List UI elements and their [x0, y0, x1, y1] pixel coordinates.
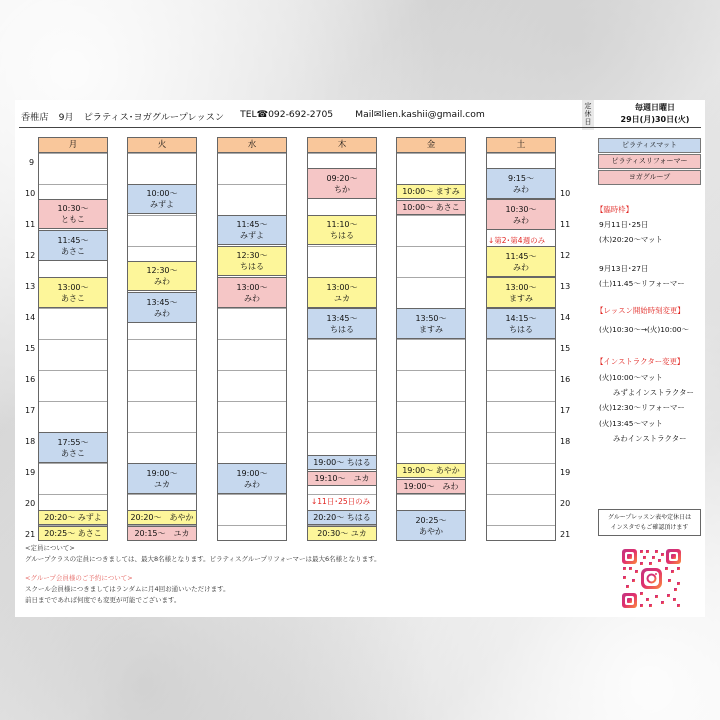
lesson-block[interactable] — [39, 277, 107, 308]
hour-gridline — [487, 401, 555, 402]
day-column-fri — [396, 137, 466, 541]
hour-gridline — [218, 153, 286, 154]
lesson-block[interactable] — [39, 432, 107, 463]
legend-pilates-reformer: ピラティスリフォーマー — [598, 154, 701, 169]
lesson-instructor: みわ — [513, 184, 529, 194]
hour-gridline — [39, 370, 107, 371]
lesson-instructor: みずよ — [150, 200, 174, 209]
hour-gridline — [39, 494, 107, 495]
lesson-instructor: みわ — [513, 215, 529, 225]
lesson-block[interactable] — [218, 277, 286, 308]
hour-label: 11 — [560, 220, 571, 229]
hour-label: 12 — [560, 251, 571, 260]
lesson-instructor: ちはる — [240, 262, 264, 271]
closed-char: 日 — [584, 118, 592, 126]
hour-gridline — [128, 339, 196, 340]
hour-gridline — [487, 153, 555, 154]
month-label: 9月 — [58, 112, 74, 123]
lesson-time: 13:00～ — [505, 282, 537, 292]
day-column-thu — [307, 137, 377, 541]
lesson-time: 13:00～ — [236, 282, 268, 292]
day-header-thu: 木 — [308, 137, 376, 153]
lesson-time: 13:00～ — [326, 282, 358, 292]
day-header-sat: 土 — [487, 137, 555, 153]
hour-gridline — [397, 215, 465, 216]
lesson-block[interactable] — [397, 308, 465, 339]
lesson-block[interactable] — [39, 510, 107, 525]
hour-label: 14 — [25, 313, 36, 322]
lesson-time: 10:30～ — [505, 204, 537, 214]
lesson-block[interactable] — [218, 463, 286, 494]
hour-label: 18 — [560, 437, 571, 446]
hour-label: 15 — [560, 344, 571, 353]
page-title: ピラティス･ヨガグループレッスン — [83, 112, 225, 123]
booking-title: <グループ会員様のご予約について> — [25, 574, 133, 582]
lesson-instructor: ちか — [334, 184, 350, 194]
lesson-time: 11:45～ — [505, 251, 537, 261]
header-divider — [19, 127, 701, 128]
hour-gridline — [218, 432, 286, 433]
lesson-instructor: あさこ — [61, 448, 85, 458]
instructor-change-1-sub: みずよインストラクター — [613, 388, 694, 397]
hour-gridline — [128, 432, 196, 433]
hour-gridline — [397, 370, 465, 371]
hour-label: 21 — [560, 530, 571, 539]
hour-label: 12 — [25, 251, 36, 260]
lesson-instructor: ちはる — [330, 231, 354, 240]
hour-gridline — [487, 432, 555, 433]
hour-gridline — [487, 463, 555, 464]
lesson-text: 20:20～ みずよ — [44, 513, 102, 522]
hour-gridline — [397, 494, 465, 495]
lesson-block[interactable] — [128, 261, 196, 291]
lesson-time: 13:45～ — [326, 313, 358, 323]
hour-gridline — [487, 494, 555, 495]
lesson-time: 19:00～ — [146, 468, 178, 478]
hour-gridline — [397, 153, 465, 154]
hour-gridline — [128, 215, 196, 216]
hour-label: 16 — [25, 375, 36, 384]
lesson-instructor: ユカ — [154, 479, 170, 489]
closed-char: 定 — [584, 102, 592, 110]
instructor-change-1: (火)10:00～マット — [599, 373, 663, 382]
lesson-text: 20:20～ あやか — [130, 513, 194, 522]
lesson-text: 19:00～ あやか — [402, 466, 460, 475]
booking-text-2: 前日までであれば何度でも変更が可能でございます。 — [25, 596, 181, 604]
hour-gridline — [308, 153, 376, 154]
hour-gridline — [397, 432, 465, 433]
hour-gridline — [308, 401, 376, 402]
lesson-block[interactable] — [218, 246, 286, 276]
day-header-mon: 月 — [39, 137, 107, 153]
hour-label: 21 — [25, 530, 36, 539]
lesson-block[interactable] — [218, 215, 286, 245]
lesson-block[interactable] — [39, 199, 107, 229]
hour-label: 13 — [560, 282, 571, 291]
lesson-instructor: みわ — [513, 262, 529, 272]
hour-label: 20 — [560, 499, 571, 508]
hour-gridline — [218, 339, 286, 340]
schedule-page — [15, 100, 705, 617]
tel-number[interactable]: TEL☎092-692-2705 — [240, 109, 334, 120]
instagram-notice-line: グループレッスン表や定休日は — [607, 514, 692, 521]
lesson-block[interactable] — [128, 292, 196, 323]
lesson-time: 13:45～ — [146, 297, 178, 307]
lesson-block[interactable] — [39, 230, 107, 261]
closed-title: 毎週日曜日 — [635, 103, 675, 112]
lesson-instructor: ともこ — [61, 215, 85, 224]
lesson-time: 11:10～ — [326, 220, 358, 229]
hour-label: 11 — [25, 220, 36, 229]
hour-gridline — [39, 153, 107, 154]
lesson-text: 20:25～ あさこ — [44, 529, 102, 538]
lesson-block[interactable] — [487, 277, 555, 308]
lesson-instructor: みわ — [244, 293, 260, 303]
hour-gridline — [128, 153, 196, 154]
instagram-notice — [598, 509, 701, 536]
booking-text-1: スクール会員様につきましてはランダムに月4回お通いいただけます。 — [25, 585, 230, 593]
hour-gridline — [218, 370, 286, 371]
lesson-block[interactable] — [487, 246, 555, 277]
lesson-block[interactable] — [308, 168, 376, 199]
hour-label: 18 — [25, 437, 36, 446]
temp-slot-dates-1: 9月11日･25日 — [599, 220, 649, 229]
hour-gridline — [487, 525, 555, 526]
hour-gridline — [397, 401, 465, 402]
hour-label: 17 — [25, 406, 36, 415]
lesson-block[interactable] — [308, 215, 376, 245]
hour-gridline — [128, 246, 196, 247]
hour-gridline — [218, 494, 286, 495]
lesson-block[interactable] — [487, 308, 555, 339]
lesson-block[interactable] — [397, 200, 465, 215]
hour-label: 17 — [560, 406, 571, 415]
day-column-mon — [38, 137, 108, 541]
instructor-change-title: 【インストラクター変更】 — [596, 357, 685, 366]
lesson-block[interactable] — [397, 463, 465, 478]
instructor-change-3-sub: みわインストラクター — [613, 434, 687, 443]
lesson-text: 20:30～ ユカ — [317, 529, 367, 538]
hour-gridline — [128, 401, 196, 402]
lesson-block[interactable] — [128, 526, 196, 541]
day-column-sat — [486, 137, 556, 541]
lesson-block[interactable] — [308, 526, 376, 541]
temp-slot-detail-2: (土)11.45～リフォーマー — [599, 279, 685, 288]
instagram-qr-code[interactable] — [620, 547, 683, 610]
lesson-block[interactable] — [487, 199, 555, 230]
note-thursday-dates: ↓11日･25日のみ — [311, 497, 371, 506]
hour-gridline — [39, 463, 107, 464]
lesson-instructor: みわ — [244, 479, 260, 489]
time-change-title: 【レッスン開始時刻変更】 — [596, 306, 685, 315]
hour-gridline — [487, 339, 555, 340]
lesson-instructor: あさこ — [61, 246, 85, 256]
lesson-block[interactable] — [308, 308, 376, 339]
lesson-time: 12:30～ — [236, 251, 268, 260]
lesson-instructor: あさこ — [61, 293, 85, 303]
lesson-text: 10:00～ ますみ — [402, 187, 460, 196]
hour-label: 20 — [25, 499, 36, 508]
lesson-time: 11:45～ — [236, 220, 268, 229]
hour-label: 15 — [25, 344, 36, 353]
hour-gridline — [308, 370, 376, 371]
hour-gridline — [308, 246, 376, 247]
lesson-block[interactable] — [308, 455, 376, 470]
hour-label: 16 — [560, 375, 571, 384]
lesson-instructor: ますみ — [419, 324, 443, 334]
hour-gridline — [308, 494, 376, 495]
hour-label: 13 — [25, 282, 36, 291]
hour-label: 19 — [560, 468, 571, 477]
day-header-tue: 火 — [128, 137, 196, 153]
hour-gridline — [128, 370, 196, 371]
hour-gridline — [39, 308, 107, 309]
lesson-time: 14:15～ — [505, 313, 537, 323]
hour-gridline — [39, 339, 107, 340]
hour-gridline — [218, 401, 286, 402]
hour-gridline — [39, 184, 107, 185]
lesson-block[interactable] — [39, 526, 107, 541]
legend-pilates-mat: ピラティスマット — [598, 138, 701, 153]
day-header-wed: 水 — [218, 137, 286, 153]
lesson-text: 10:00～ あさこ — [402, 203, 460, 212]
hour-label: 9 — [29, 158, 35, 167]
lesson-time: 20:25～ — [415, 515, 447, 525]
capacity-text: グループクラスの定員につきましては、最大8名様となります。ピラティスグループリフォーマーは最大6名様となります。 — [25, 555, 381, 563]
lesson-block[interactable] — [397, 479, 465, 494]
lesson-time: 9:15～ — [508, 173, 534, 183]
lesson-block[interactable] — [397, 510, 465, 541]
hour-label: 14 — [560, 313, 571, 322]
hour-gridline — [397, 246, 465, 247]
lesson-text: 20:20～ ちはる — [313, 513, 371, 522]
lesson-time: 12:30～ — [146, 266, 178, 275]
lesson-text: 20:15～ ユカ — [134, 529, 190, 538]
lesson-block[interactable] — [397, 184, 465, 199]
capacity-title: <定員について> — [25, 544, 75, 552]
lesson-time: 13:00～ — [57, 282, 89, 292]
lesson-block[interactable] — [487, 168, 555, 199]
closed-day-info — [605, 102, 705, 126]
lesson-instructor: ますみ — [509, 293, 533, 303]
hour-gridline — [218, 525, 286, 526]
closed-dates: 29日(月)30日(火) — [620, 115, 690, 124]
hour-gridline — [218, 308, 286, 309]
hour-label: 10 — [560, 189, 571, 198]
note-saturday-weeks: ↓第2･第4週のみ — [488, 236, 546, 245]
lesson-instructor: みわ — [154, 308, 170, 318]
lesson-time: 11:45～ — [57, 235, 89, 245]
lesson-time: 17:55～ — [57, 437, 89, 447]
lesson-time: 10:30～ — [57, 204, 89, 213]
lesson-instructor: みずよ — [240, 231, 264, 240]
hour-gridline — [308, 339, 376, 340]
temp-slot-title: 【臨時枠】 — [596, 205, 633, 214]
day-column-tue — [127, 137, 197, 541]
legend-yoga-group: ヨガグループ — [598, 170, 701, 185]
temp-slot-detail-1: (木)20:20～マット — [599, 235, 663, 244]
instructor-change-3: (火)13:45～マット — [599, 419, 663, 428]
qr-code-icon — [620, 547, 683, 610]
time-change-detail: (火)10:30～→(火)10:00～ — [599, 325, 689, 334]
hour-gridline — [397, 339, 465, 340]
lesson-instructor: あやか — [419, 526, 443, 536]
instagram-notice-line: インスタでもご確認頂けます — [610, 524, 689, 531]
mail-address[interactable]: Mail✉lien.kashii@gmail.com — [355, 109, 485, 120]
hour-gridline — [487, 370, 555, 371]
hour-gridline — [397, 277, 465, 278]
lesson-time: 19:00～ — [236, 468, 268, 478]
closed-char: 休 — [584, 110, 592, 118]
day-column-wed — [217, 137, 287, 541]
hour-gridline — [128, 494, 196, 495]
lesson-time: 13:50～ — [415, 313, 447, 323]
lesson-time: 09:20～ — [326, 173, 358, 183]
lesson-instructor: みわ — [154, 277, 170, 286]
hour-gridline — [308, 432, 376, 433]
lesson-block[interactable] — [128, 510, 196, 525]
closed-day-label — [582, 100, 594, 130]
lesson-time: 10:00～ — [146, 189, 178, 198]
hour-gridline — [218, 184, 286, 185]
lesson-block[interactable] — [308, 510, 376, 525]
hour-gridline — [39, 401, 107, 402]
header-bar — [21, 109, 485, 123]
lesson-block[interactable] — [308, 277, 376, 308]
lesson-block[interactable] — [128, 184, 196, 214]
lesson-instructor: ユカ — [334, 293, 350, 303]
day-header-fri: 金 — [397, 137, 465, 153]
lesson-instructor: ちはる — [509, 324, 533, 334]
lesson-block[interactable] — [308, 471, 376, 486]
lesson-block[interactable] — [128, 463, 196, 494]
hour-label: 19 — [25, 468, 36, 477]
temp-slot-dates-2: 9月13日･27日 — [599, 264, 649, 273]
hour-label: 10 — [25, 189, 36, 198]
lesson-text: 19:10～ ユカ — [314, 474, 370, 483]
lesson-instructor: ちはる — [330, 324, 354, 334]
lesson-text: 19:00～ ちはる — [313, 458, 371, 467]
lesson-text: 19:00～ みわ — [403, 482, 459, 491]
store-name: 香椎店 — [21, 112, 49, 123]
instructor-change-2: (火)12:30～リフォーマー — [599, 403, 685, 412]
